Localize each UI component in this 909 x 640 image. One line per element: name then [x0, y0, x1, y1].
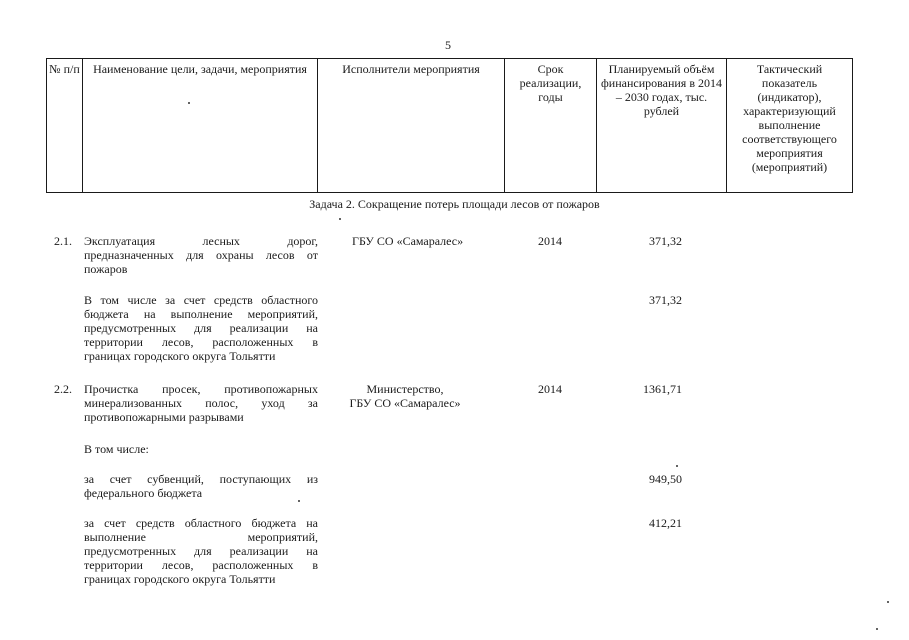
header-name-cell: Наименование цели, задачи, мероприятия — [83, 59, 318, 193]
row-name-line: предусмотренных для реализации на — [84, 544, 318, 558]
scan-speck — [298, 500, 300, 502]
row-year: 2014 — [538, 234, 562, 248]
row-name: В том числе: — [84, 442, 149, 456]
header-table — [46, 58, 853, 193]
row-amount: 1361,71 — [643, 382, 682, 396]
header-number-cell: № п/п — [47, 59, 83, 193]
page-number: 5 — [445, 38, 451, 52]
row-executor-line: Министерство, — [366, 382, 444, 396]
row-amount: 949,50 — [649, 472, 682, 486]
row-name-line: минерализованных полос, уход за — [84, 396, 318, 410]
row-name-line: за счет субвенций, поступающих из — [84, 472, 318, 486]
scan-speck — [876, 628, 878, 630]
row-name-line: за счет средств областного бюджета на — [84, 516, 318, 530]
header-term-cell: Срок реализации, годы — [505, 59, 597, 193]
row-name-line: предназначенных для охраны лесов от — [84, 248, 318, 262]
row-name-line: Прочистка просек, противопожарных — [84, 382, 318, 396]
row-name-line: федерального бюджета — [84, 486, 203, 500]
row-name-line: противопожарными разрывами — [84, 410, 244, 424]
scan-speck — [188, 102, 190, 104]
row-name-line: пожаров — [84, 262, 128, 276]
scan-speck — [887, 601, 889, 603]
row-name-line: В том числе за счет средств областного — [84, 293, 318, 307]
row-name-line: территории лесов, расположенных в — [84, 335, 318, 349]
row-number: 2.2. — [54, 382, 72, 396]
row-amount: 371,32 — [649, 293, 682, 307]
row-amount: 412,21 — [649, 516, 682, 530]
row-name — [84, 516, 318, 586]
row-name — [84, 234, 318, 276]
row-name — [84, 472, 318, 500]
row-name-line: Эксплуатация лесных дорог, — [84, 234, 318, 248]
row-executor — [330, 382, 480, 410]
row-amount: 371,32 — [649, 234, 682, 248]
row-executor: ГБУ СО «Самаралес» — [352, 234, 464, 248]
row-name-line: территории лесов, расположенных в — [84, 558, 318, 572]
row-number: 2.1. — [54, 234, 72, 248]
row-name-line: бюджета на выполнение мероприятий, — [84, 307, 318, 321]
row-year: 2014 — [538, 382, 562, 396]
row-name — [84, 293, 318, 363]
header-executor-cell: Исполнители мероприятия — [318, 59, 505, 193]
row-executor-line: ГБУ СО «Самаралес» — [349, 396, 461, 410]
scan-speck — [676, 465, 678, 467]
task-title: Задача 2. Сокращение потерь площади лесов от пожаров — [309, 197, 600, 211]
header-indicator-cell: Тактический показатель (индикатор), характеризующий выполнение соответствующего мероприятия (мероприятий) — [727, 59, 853, 193]
scan-speck — [339, 218, 341, 220]
row-name-line: границах городского округа Тольятти — [84, 349, 276, 363]
header-financing-cell: Планируемый объём финансирования в 2014 – 2030 годах, тыс. рублей — [597, 59, 727, 193]
row-name — [84, 382, 318, 424]
row-name-line: выполнение мероприятий, — [84, 530, 318, 544]
row-name-line: границах городского округа Тольятти — [84, 572, 276, 586]
row-name-line: предусмотренных для реализации на — [84, 321, 318, 335]
